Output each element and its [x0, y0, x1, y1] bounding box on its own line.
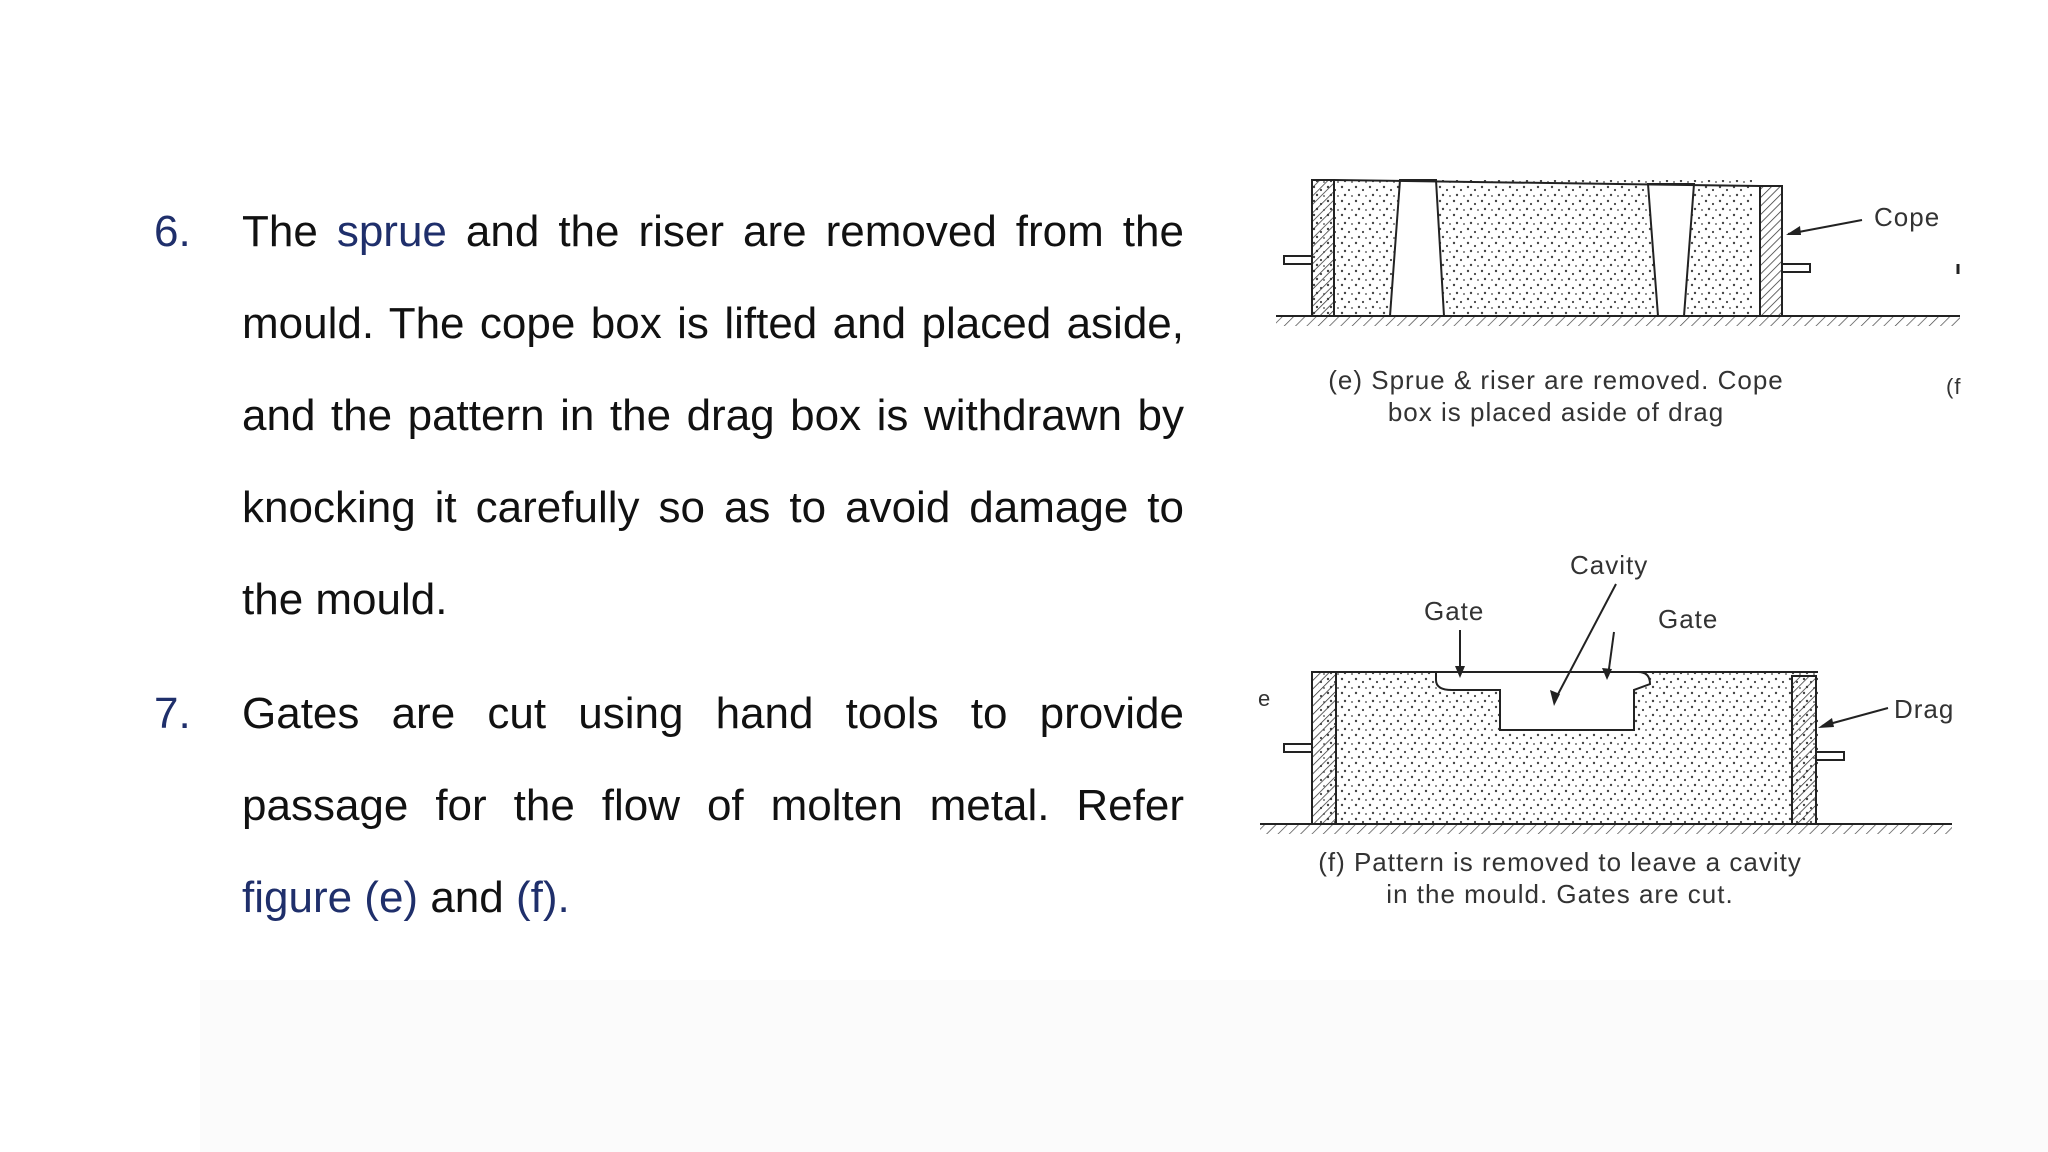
figure-f-link[interactable]: (f). — [515, 873, 570, 922]
label-gate-right: Gate — [1658, 604, 1719, 634]
cope-wall-left — [1312, 180, 1334, 316]
figure-f-caption — [1260, 846, 1860, 910]
step-6-sprue-link[interactable]: sprue — [336, 207, 447, 256]
step-7-number: 7. — [154, 689, 191, 738]
label-cope: Cope — [1874, 202, 1941, 232]
sprue-hole — [1390, 180, 1444, 316]
step-list — [154, 186, 1184, 944]
figure-e-edge-fragment: (f — [1946, 374, 1962, 399]
step-7-text: Gates are cut using hand tools to provide passage for the flow of molten metal. Refer — [242, 689, 1184, 830]
step-6-number: 6. — [154, 207, 191, 256]
step-6-text: and the riser are removed from the mould. The cope box is lifted and placed aside, and the pattern in the drag box is withdrawn by knocking it carefully so as to avoid damage to the mould. — [242, 207, 1184, 624]
drag-wall-right — [1792, 676, 1816, 824]
figure-e-caption-line2: box is placed aside of drag — [1387, 397, 1725, 427]
slide-shading — [200, 980, 2048, 1152]
figure-f-caption-line1: (f) Pattern is removed to leave a cavity — [1318, 847, 1802, 877]
figure-f — [1256, 550, 1976, 850]
step-7 — [154, 668, 1184, 944]
figure-f-edge-fragment: e — [1258, 686, 1272, 711]
figure-f-caption-line2: in the mould. Gates are cut. — [1386, 879, 1734, 909]
cope-wall-right — [1760, 186, 1782, 316]
figure-e-caption — [1276, 364, 1836, 428]
figure-e-link[interactable]: figure (e) — [242, 873, 419, 922]
figure-e-caption-line1: (e) Sprue & riser are removed. Cope — [1328, 365, 1784, 395]
step-6-lead: The — [242, 207, 318, 256]
figure-e-drawing — [1270, 170, 1970, 370]
label-gate-left: Gate — [1424, 596, 1485, 626]
step-7-and: and — [430, 873, 504, 922]
label-drag: Drag — [1894, 694, 1955, 724]
figure-f-drawing — [1256, 550, 1976, 850]
label-cavity: Cavity — [1570, 550, 1649, 580]
drag-wall-left — [1312, 672, 1336, 824]
step-6 — [154, 186, 1184, 646]
